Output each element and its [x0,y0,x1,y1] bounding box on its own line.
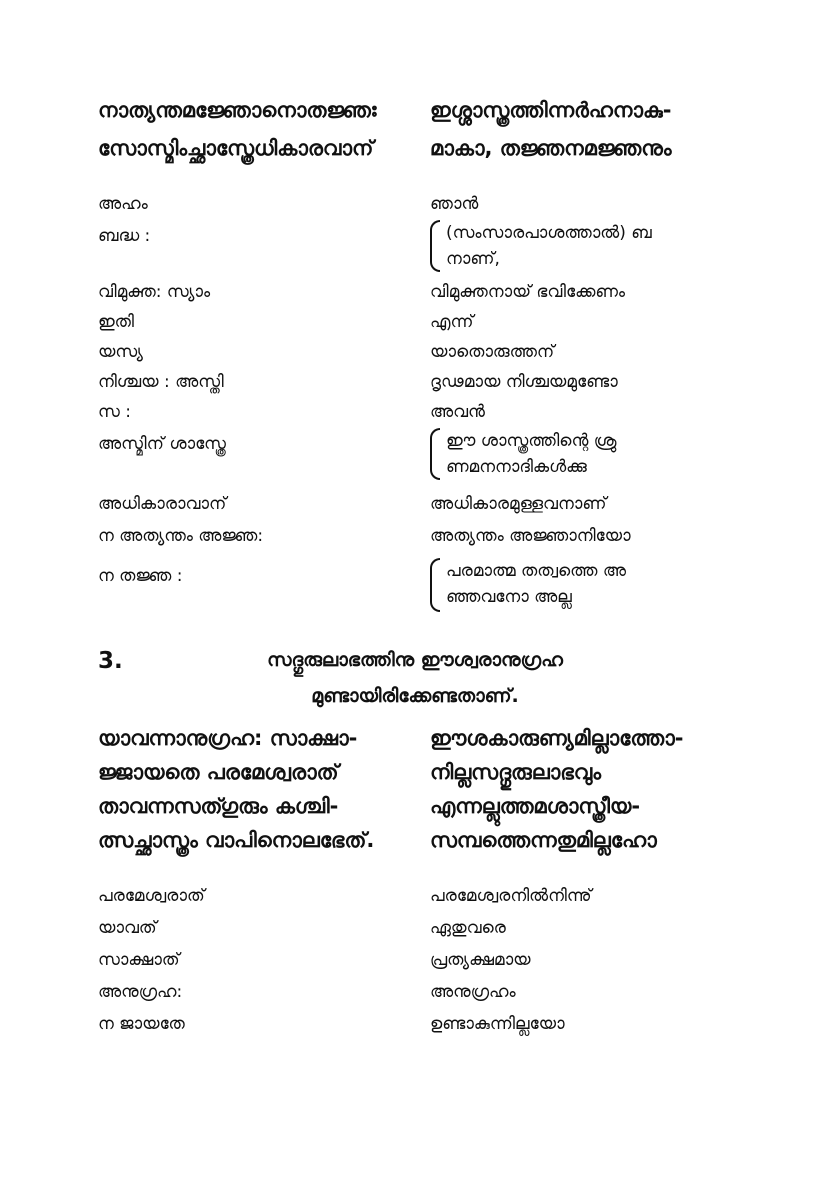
gloss2-meaning: ഉണ്ടാകുന്നില്ലയോ [430,1014,565,1034]
gloss1-word: സ : [98,402,131,422]
gloss1-word: അധികാരാവാന് [98,494,227,514]
gloss1-meaning-line: ഈ ശാസ്ത്രത്തിന്റെ ശ്രു [446,431,617,451]
gloss1-word: വിമുക്ത: സ്യാം [98,282,211,302]
gloss1-word: ന അത്യന്തം അജ്ഞ: [98,526,264,546]
verse1-line-2-right: മാകാ, തജ്ഞനമജ്ഞനും [430,136,672,160]
gloss2-word: ന ജായതേ [98,1014,185,1034]
gloss1-meaning-bracketed [430,220,652,272]
verse2-line-1-right: ഈശകാരുണ്യമില്ലാത്തോ- [430,726,684,750]
verse2-line-1-left: യാവന്നാനുഗ്രഹ: സാക്ഷാ- [98,726,358,750]
gloss1-meaning: അവൻ [430,402,485,422]
gloss1-meaning: അത്യന്തം അജ്ഞാനിയോ [430,526,631,546]
gloss2-word: അനുഗ്രഹ: [98,982,183,1002]
gloss1-word: ഇതി [98,312,134,332]
brace-mark [430,558,440,612]
gloss1-word: അഹം [98,194,148,214]
gloss2-word: പരമേശ്വരാത് [98,886,205,906]
section-heading-line: സദ്ഗുരുലാഭത്തിനു ഈശ്വരാനുഗ്രഹ [267,649,563,671]
gloss1-meaning: എന്ന് [430,312,474,332]
verse1-line-1-left: നാത്യന്തമജ്ഞോനൊതജ്ഞഃ [98,98,377,122]
verse2-line-2-right: നില്ലസദ്ഗുരുലാഭവും [430,760,602,784]
verse1-line-1-right: ഇശ്ശാസ്ത്രത്തിന്നർഹനാകു- [430,98,672,122]
gloss2-meaning: പ്രത്യക്ഷമായ [430,950,531,970]
verse2-line-2-left: ജ്ജായതെ പരമേശ്വരാത് [98,760,339,784]
section-heading-line: മുണ്ടായിരിക്കേണ്ടതാണ്. [311,685,519,707]
gloss1-meaning: യാതൊരുത്തന് [430,342,555,362]
brace-mark [430,428,440,480]
gloss1-word: നിശ്ചയ : അസ്തി [98,372,224,392]
gloss1-meaning-line: നാണ്, [446,249,500,269]
gloss1-meaning-bracketed [430,428,616,480]
gloss1-word: ബദ്ധ : [98,226,151,246]
gloss1-meaning: അധികാരമുള്ളവനാണ് [430,494,607,514]
verse2-line-3-left: താവന്നസത്ഗുരും കശ്ചി- [98,794,339,818]
verse1-line-2-left: സോസ്മിംച്ഛാസ്ത്രേധികാരവാന് [98,136,374,160]
gloss2-meaning: ഏതുവരെ [430,918,506,938]
gloss1-meaning: ഞാൻ [430,194,479,214]
gloss1-meaning-bracketed [430,558,626,612]
gloss1-meaning-line: (സംസാരപാശത്താൽ) ബ [446,223,652,243]
gloss1-word: ന തജ്ഞ : [98,566,183,586]
gloss1-meaning-line: ഞ്ഞവനോ അല്ല [446,587,572,607]
section-heading [205,642,625,714]
gloss1-meaning: വിമുക്തനായ് ഭവിക്കേണം [430,282,626,302]
gloss2-meaning: അനുഗ്രഹം [430,982,516,1002]
verse2-line-3-right: എന്നല്ലുത്തമശാസ്ത്രീയ- [430,794,641,818]
gloss2-meaning: പരമേശ്വരനിൽനിന്നു് [430,886,592,906]
gloss2-word: യാവത് [98,918,157,938]
verse2-line-4-right: സമ്പത്തെന്നതുമില്ലഹോ [430,828,657,852]
gloss2-word: സാക്ഷാത് [98,950,180,970]
section-number: 3. [98,648,123,674]
verse2-line-4-left: ത്സച്ഛാസ്ത്രം വാപിനൊലഭേത്. [98,828,375,852]
gloss1-word: യസ്യ [98,342,143,362]
gloss1-meaning-line: പരമാത്മ തത്വത്തെ അ [446,561,626,581]
gloss1-meaning-line: ണമനനാദികൾക്കു [446,457,587,477]
brace-mark [430,220,440,272]
gloss1-meaning: ദൃഢമായ നിശ്ചയമുണ്ടോ [430,372,618,392]
gloss1-word: അസ്മിന് ശാസ്ത്രേ [98,434,226,454]
